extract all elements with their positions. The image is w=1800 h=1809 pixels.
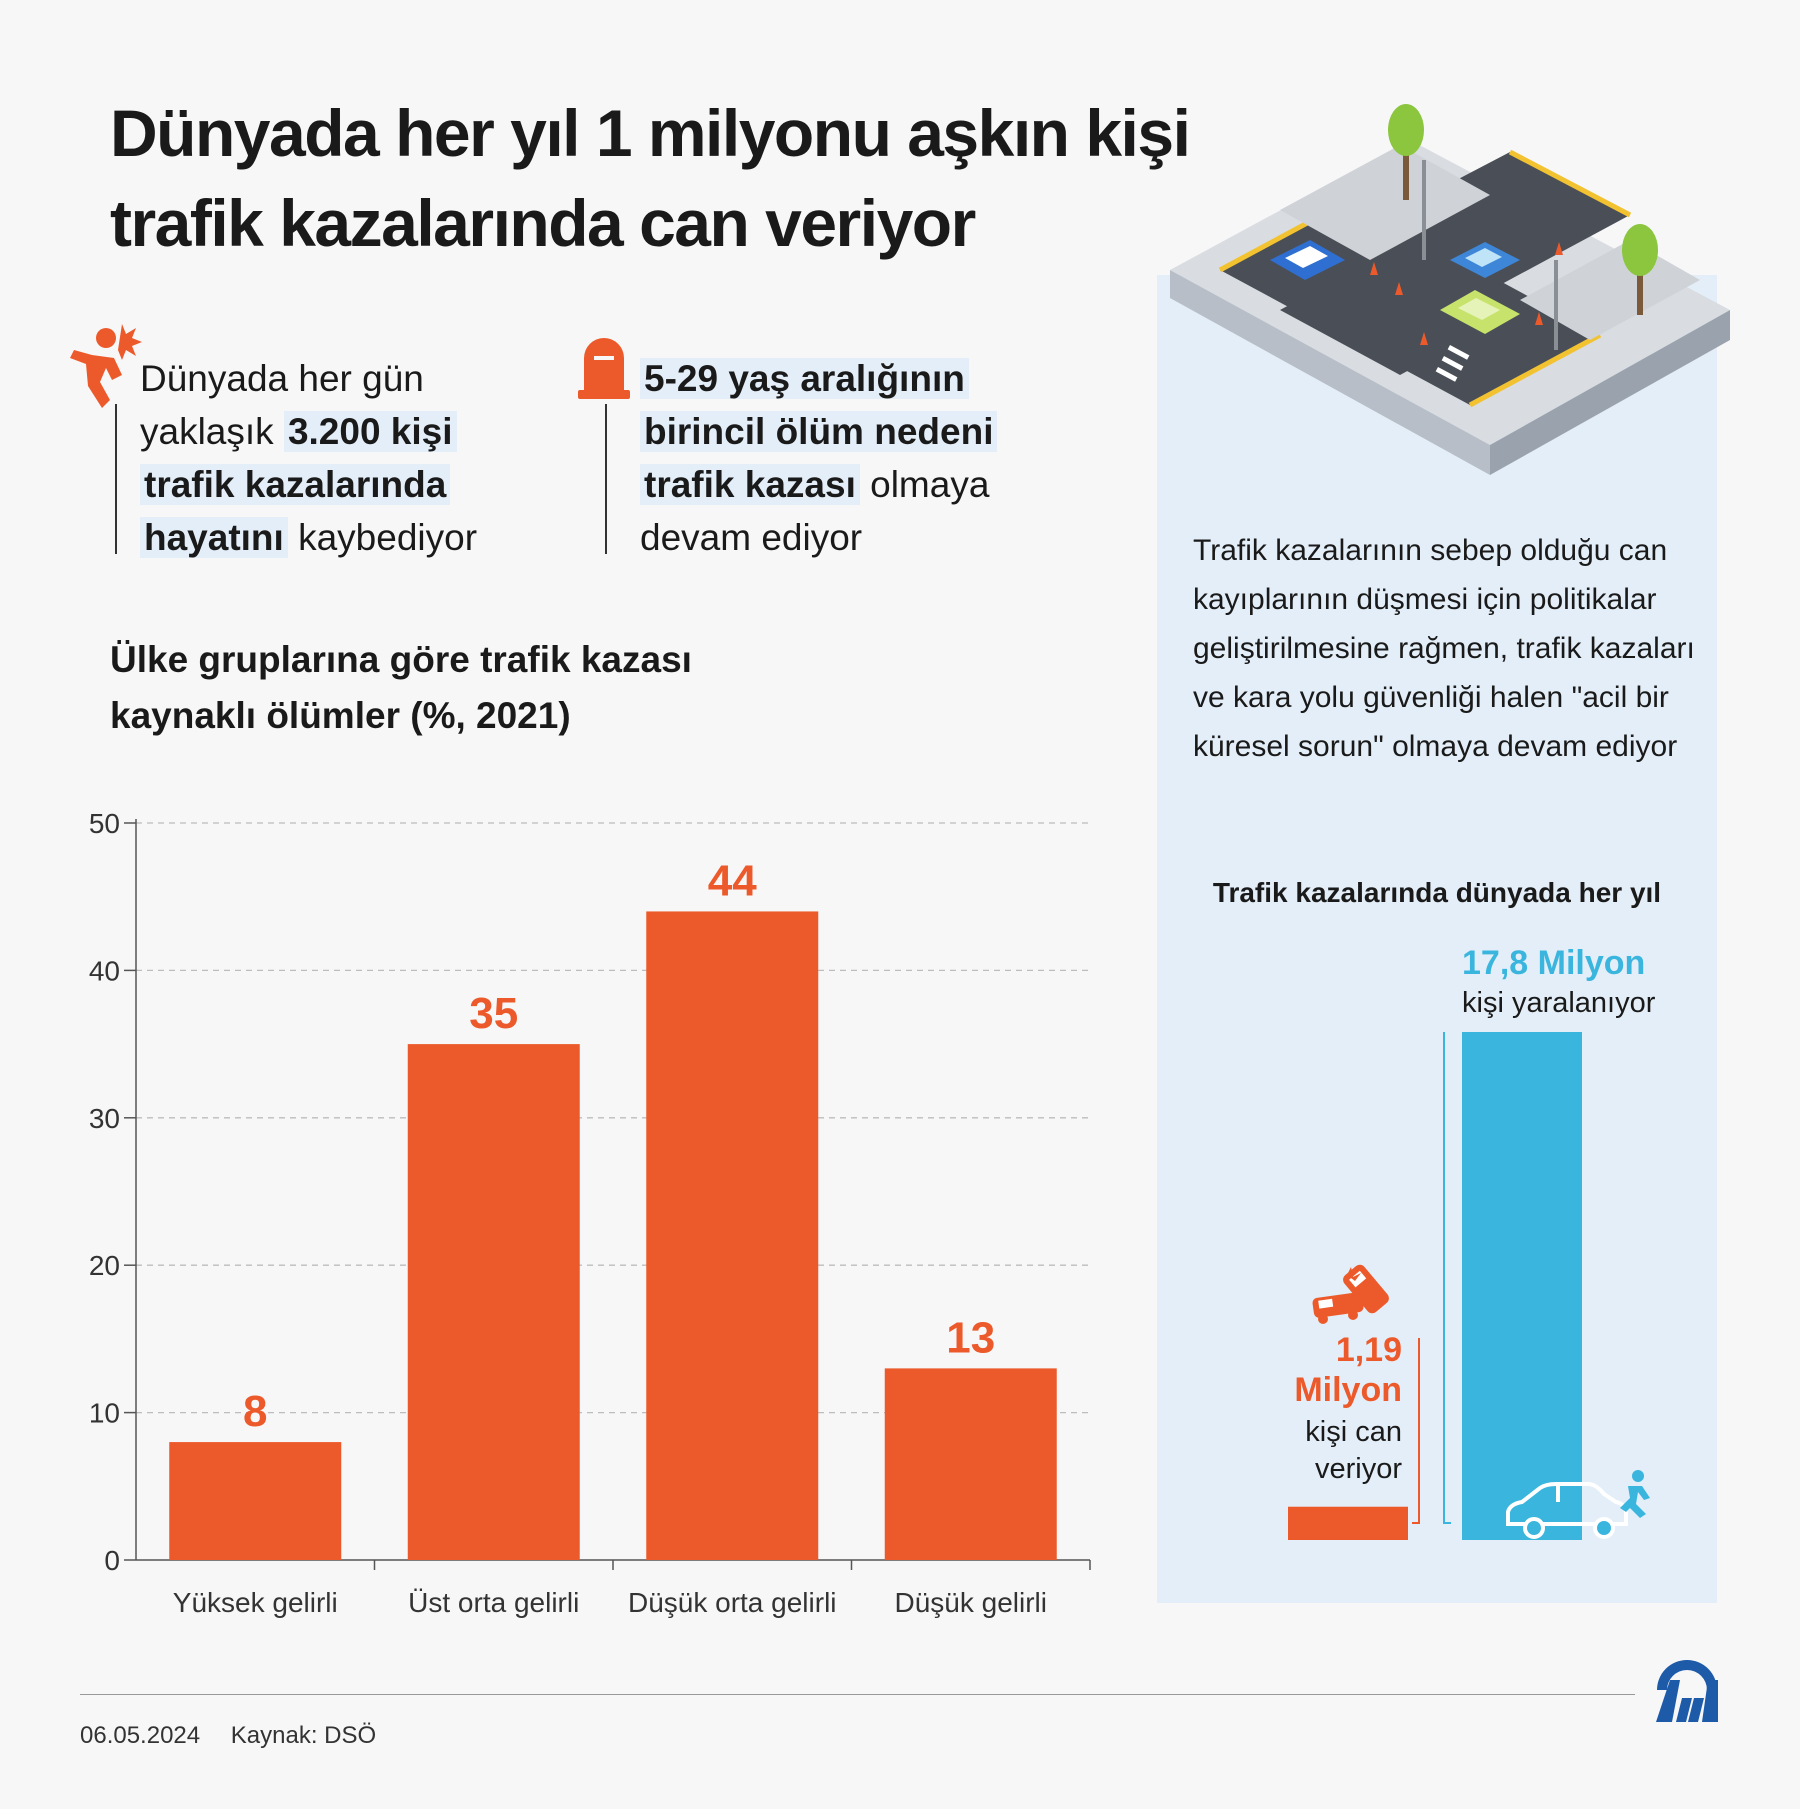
title-line-2: trafik kazalarında can veriyor <box>110 186 975 260</box>
footer-date: 06.05.2024 <box>80 1722 201 1749</box>
deaths-label-line-2: veriyor <box>1314 1453 1402 1485</box>
footer-divider <box>80 1694 1635 1695</box>
fact-1-line-2-plain: yaklaşık <box>140 411 284 452</box>
x-tick-label: Düşük gelirli <box>894 1587 1047 1618</box>
crashed-cars-icon <box>1305 1245 1410 1335</box>
fact-1-line-1: Dünyada her gün <box>140 358 424 399</box>
deaths-value <box>1250 1330 1402 1410</box>
bar <box>646 911 818 1560</box>
fact-2-line-4: devam ediyor <box>640 517 863 558</box>
y-tick-label: 30 <box>88 1102 120 1134</box>
y-tick-label: 10 <box>88 1397 120 1429</box>
side-description: Trafik kazalarının sebep olduğu can kayıplarının düşmesi için politikalar geliştirilmesine rağmen, trafik kazaları ve kara yolu güvenliği halen "acil bir küresel sorun" olmaya devam ediyor <box>1193 534 1695 763</box>
chart-title-line-2: kaynaklı ölümler (%, 2021) <box>110 695 571 736</box>
footer-source: Kaynak: DSÖ <box>230 1722 377 1749</box>
y-tick-label: 50 <box>88 808 120 839</box>
fact-2-line-3-plain: olmaya <box>859 464 990 505</box>
fact-1-highlight-count: 3.200 kişi <box>284 411 457 452</box>
x-tick-label: Düşük orta gelirli <box>627 1587 837 1618</box>
deaths-value-line-1: 1,19 <box>1335 1331 1402 1369</box>
bar <box>408 1044 580 1560</box>
fact-1-highlight-accidents: trafik kazalarında <box>140 464 450 505</box>
injured-label: kişi yaralanıyor <box>1462 987 1656 1019</box>
intersection-illustration <box>1160 100 1740 480</box>
title-line-1: Dünyada her yıl 1 milyonu aşkın kişi <box>110 96 1190 170</box>
deaths-connector <box>1412 1338 1419 1523</box>
y-tick-label: 0 <box>104 1545 120 1576</box>
x-tick-label: Yüksek gelirli <box>172 1587 338 1618</box>
deaths-value-line-2: Milyon <box>1294 1371 1402 1409</box>
injured-bar <box>1462 1032 1582 1540</box>
y-tick-label: 20 <box>88 1250 120 1282</box>
bar <box>169 1442 341 1560</box>
fact-2-highlight-age: 5-29 yaş aralığının <box>640 358 969 399</box>
side-chart-title: Trafik kazalarında dünyada her yıl <box>1212 877 1662 908</box>
car-pedestrian-icon <box>1500 1468 1660 1548</box>
footer <box>80 1722 400 1750</box>
x-tick-label: Üst orta gelirli <box>408 1587 580 1618</box>
deaths-label <box>1250 1414 1402 1488</box>
fact-1-line-4-plain: kaybediyor <box>287 517 478 558</box>
deaths-label-line-1: kişi can <box>1305 1416 1402 1448</box>
injured-value: 17,8 Milyon <box>1462 944 1646 982</box>
data-label: 8 <box>243 1387 268 1437</box>
data-label: 13 <box>946 1313 996 1363</box>
fact-2-highlight-cause: birincil ölüm nedeni <box>640 411 997 452</box>
fact-1-highlight-life: hayatını <box>140 517 288 558</box>
aa-logo <box>1652 1658 1722 1724</box>
bar <box>885 1368 1057 1560</box>
injured-connector <box>1444 1032 1451 1523</box>
data-label: 35 <box>469 989 519 1039</box>
fact-2-highlight-accident: trafik kazası <box>640 464 860 505</box>
data-label: 44 <box>707 856 757 906</box>
chart-title-line-1: Ülke gruplarına göre trafik kazası <box>110 639 692 680</box>
y-tick-label: 40 <box>88 955 120 987</box>
deaths-bar <box>1288 1507 1408 1540</box>
